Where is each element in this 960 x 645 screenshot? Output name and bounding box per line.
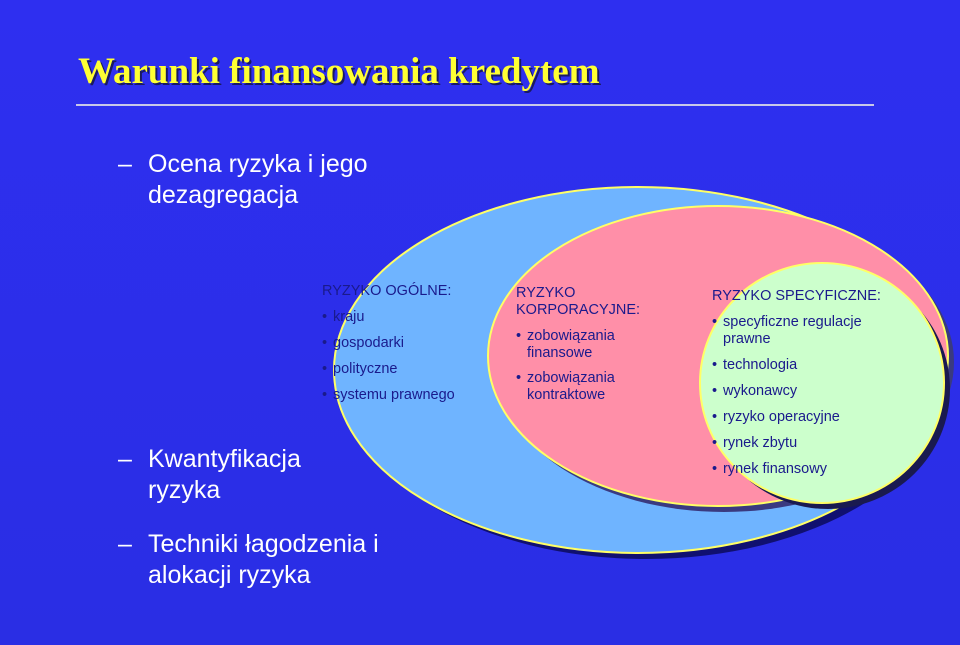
bullet-text: Kwantyfikacja ryzyka xyxy=(148,445,301,504)
list-item: • technologia xyxy=(712,357,897,374)
specific-risk-heading: RYZYKO SPECYFICZNE: xyxy=(712,288,881,304)
bullet-risk-quantification xyxy=(118,444,338,506)
list-item: • rynek finansowy xyxy=(712,461,897,478)
slide-title: Warunki finansowania kredytem xyxy=(78,51,600,92)
bullet-text: Ocena ryzyka i jego dezagregacja xyxy=(148,150,368,209)
bullet-risk-assessment xyxy=(118,149,418,211)
general-risk-heading: RYZYKO OGÓLNE: xyxy=(322,283,452,299)
bullet-risk-mitigation xyxy=(118,529,428,591)
list-item: • polityczne xyxy=(322,361,487,378)
dash-icon: – xyxy=(118,150,132,178)
general-risk-list xyxy=(322,309,487,404)
list-item: • ryzyko operacyjne xyxy=(712,409,897,426)
corporate-risk-list xyxy=(516,328,641,404)
list-item: • rynek zbytu xyxy=(712,435,897,452)
dash-icon: – xyxy=(118,445,132,473)
specific-risk-block xyxy=(712,288,912,487)
corporate-risk-heading: RYZYKO KORPORACYJNE: xyxy=(516,285,641,318)
list-item: • gospodarki xyxy=(322,335,487,352)
list-item: • zobowiązania kontraktowe xyxy=(516,370,641,404)
bullet-text: Techniki łagodzenia i alokacji ryzyka xyxy=(148,530,379,589)
specific-risk-list xyxy=(712,314,897,478)
list-item: • kraju xyxy=(322,309,487,326)
list-item: • systemu prawnego xyxy=(322,387,487,404)
dash-icon: – xyxy=(118,530,132,558)
list-item: • zobowiązania finansowe xyxy=(516,328,641,362)
general-risk-block xyxy=(322,283,487,413)
list-item: • specyficzne regulacje prawne xyxy=(712,314,897,348)
list-item: • wykonawcy xyxy=(712,383,897,400)
corporate-risk-block xyxy=(516,285,686,412)
